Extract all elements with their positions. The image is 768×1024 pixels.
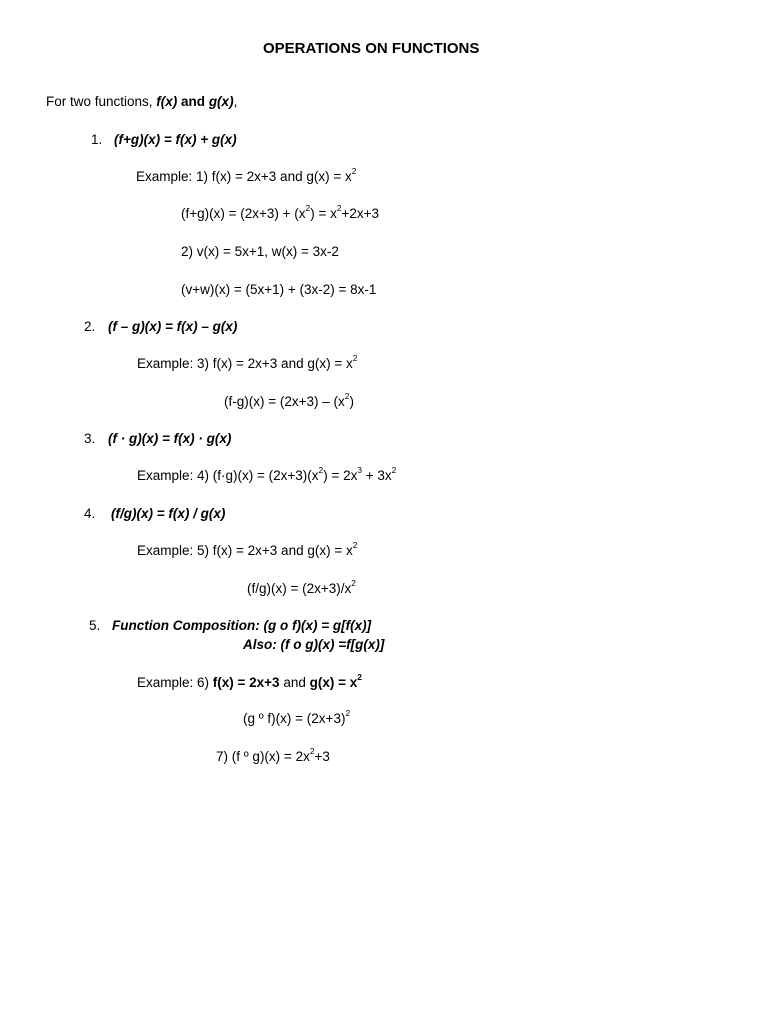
result-text: (f-g)(x) = (2x+3) – (x [224, 394, 345, 409]
result-text: (g º f)(x) = (2x+3) [243, 711, 346, 726]
intro-text: For two functions, [46, 94, 157, 109]
example-4 [137, 464, 397, 485]
rule-formula: Function Composition: (g o f)(x) = g[f(x)] [112, 618, 372, 633]
rule-formula: (f+g)(x) = f(x) + g(x) [114, 132, 237, 147]
rule-2 [84, 318, 237, 336]
rule-4 [84, 505, 225, 523]
rule-number: 2. [84, 319, 96, 334]
exponent: 3 [357, 464, 362, 475]
example-gx: g(x) = x [309, 675, 358, 690]
exponent: 2 [305, 202, 311, 213]
example-2: 2) v(x) = 5x+1, w(x) = 3x-2 [181, 244, 339, 259]
intro-line [46, 93, 237, 111]
example-1 [136, 165, 357, 186]
example-1-result [181, 202, 380, 223]
rule-3 [84, 430, 231, 448]
example-6-result [243, 707, 351, 728]
exponent: 2 [344, 390, 350, 401]
rule-number: 3. [84, 431, 96, 446]
intro-fx: f(x) [156, 94, 178, 109]
example-text: 7) (f º g)(x) = 2x [216, 749, 310, 764]
exponent: 2 [391, 464, 397, 475]
rule-number: 1. [91, 132, 103, 147]
intro-comma: , [233, 94, 238, 109]
example-5-result [247, 577, 356, 598]
rule-number: 5. [89, 618, 101, 633]
result-text: ) [349, 394, 354, 409]
example-text: Example: 1) f(x) = 2x+3 and g(x) = x [136, 169, 352, 184]
example-text: Example: 3) f(x) = 2x+3 and g(x) = x [137, 356, 353, 371]
rule-5-also: Also: (f o g)(x) =f[g(x)] [243, 637, 385, 652]
result-text: (f/g)(x) = (2x+3)/x [247, 581, 352, 596]
result-text: (f+g)(x) = (2x+3) + (x [181, 206, 306, 221]
exponent: 2 [351, 577, 356, 588]
exponent: 2 [318, 464, 324, 475]
exponent: 2 [352, 352, 358, 363]
exponent: 2 [309, 745, 315, 756]
example-3-result [224, 390, 354, 411]
exponent: 2 [351, 165, 357, 176]
example-text: ) = 2x [323, 468, 358, 483]
example-text: Example: 4) (f·g)(x) = (2x+3)(x [137, 468, 319, 483]
exponent: 2 [336, 202, 342, 213]
rule-formula: (f – g)(x) = f(x) – g(x) [108, 319, 238, 334]
example-2-result: (v+w)(x) = (5x+1) + (3x-2) = 8x-1 [181, 282, 377, 297]
result-text: +2x+3 [341, 206, 380, 221]
intro-gx: g(x) [208, 94, 234, 109]
page-title: OPERATIONS ON FUNCTIONS [263, 40, 480, 57]
example-text: +3 [314, 749, 330, 764]
rule-5 [89, 617, 371, 635]
example-6 [137, 671, 362, 692]
result-text: ) = x [310, 206, 337, 221]
exponent: 2 [352, 539, 358, 550]
example-5 [137, 539, 358, 560]
example-text: Example: 6) [137, 675, 213, 690]
intro-and: and [177, 94, 209, 109]
example-text: + 3x [362, 468, 392, 483]
rule-1 [91, 131, 237, 149]
example-fx: f(x) = 2x+3 [212, 675, 280, 690]
example-7 [216, 745, 330, 766]
rule-formula: (f/g)(x) = f(x) / g(x) [111, 506, 226, 521]
example-text: Example: 5) f(x) = 2x+3 and g(x) = x [137, 543, 353, 558]
rule-number: 4. [84, 506, 96, 521]
exponent: 2 [357, 671, 362, 682]
example-3 [137, 352, 358, 373]
exponent: 2 [345, 707, 351, 718]
rule-formula: (f · g)(x) = f(x) · g(x) [108, 431, 232, 446]
example-text: and [279, 675, 310, 690]
